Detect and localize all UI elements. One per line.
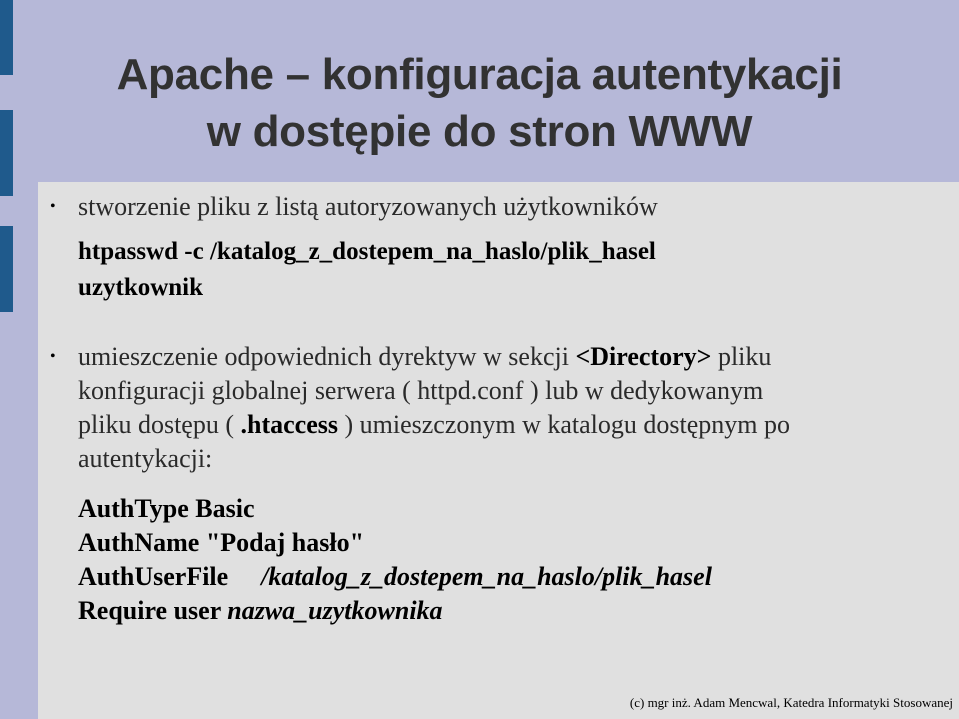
bullet-marker: • — [50, 198, 56, 215]
bullet-2-part-2: pliku — [711, 342, 772, 371]
bullet-marker: • — [50, 348, 56, 365]
authuserfile-value: /katalog_z_dostepem_na_haslo/plik_hasel — [261, 562, 712, 591]
htpasswd-command-line-2: uzytkownik — [78, 274, 204, 301]
title-line-2: w dostępie do stron WWW — [206, 107, 753, 156]
bullet-2-line-3-part-2: ) umieszczonym w katalogu dostępnym po — [337, 410, 791, 439]
bullet-2-line-4: autentykacji: — [78, 444, 213, 473]
footer-credit: (c) mgr inż. Adam Mencwal, Katedra Informatyki Stosowanej — [629, 695, 953, 710]
code-authname — [78, 526, 364, 561]
slide-title — [0, 46, 959, 160]
bullet-2-part-1: umieszczenie odpowiednich dyrektyw w sekcji — [78, 342, 576, 371]
authname-line: AuthName "Podaj hasło" — [78, 528, 364, 557]
title-line-1: Apache – konfiguracja autentykacji — [116, 50, 843, 99]
code-authuserfile — [78, 560, 712, 595]
require-key: Require user — [78, 596, 228, 625]
accent-bar-bottom — [0, 226, 13, 312]
bullet-2-line-3-part-1: pliku dostępu ( — [78, 410, 241, 439]
authtype-line: AuthType Basic — [78, 494, 255, 523]
require-value: nazwa_uzytkownika — [227, 596, 443, 625]
bullet-2-line-3 — [78, 408, 790, 442]
bullet-2-line-2: konfiguracji globalnej serwera ( httpd.conf ) lub w dedykowanym — [78, 376, 764, 405]
code-authtype — [78, 492, 255, 527]
htaccess-file: .htaccess — [240, 410, 338, 439]
bullet-1-text: stworzenie pliku z listą autoryzowanych użytkowników — [78, 192, 658, 221]
code-require — [78, 594, 443, 629]
authuserfile-key: AuthUserFile — [78, 562, 229, 591]
directory-directive: <Directory> — [575, 342, 712, 371]
slide-content — [38, 182, 959, 719]
htpasswd-command-line-1: htpasswd -c /katalog_z_dostepem_na_haslo/plik_hasel — [78, 238, 656, 265]
bullet-2-line-1 — [78, 340, 771, 374]
